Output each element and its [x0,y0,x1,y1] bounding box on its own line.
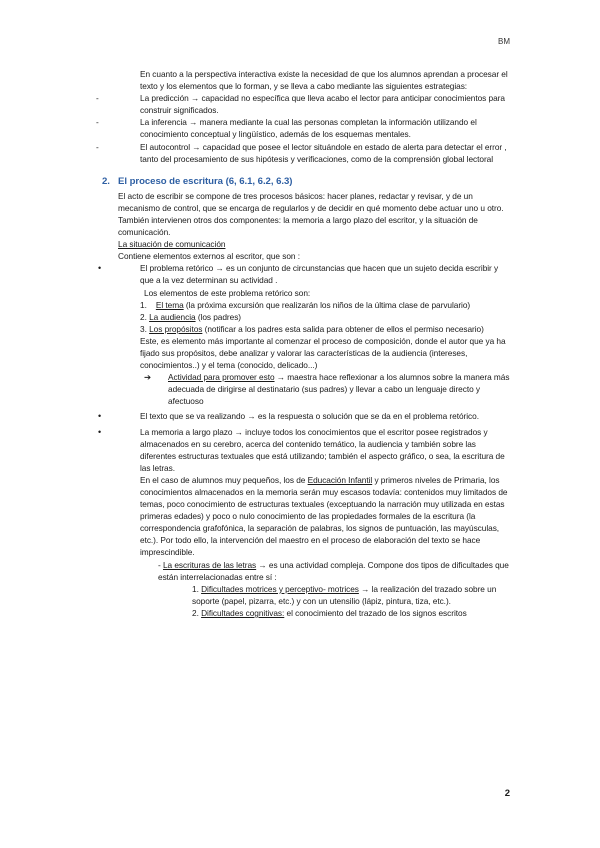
dash-marker: - [96,93,99,104]
paragraph: También intervienen otros dos componentes: la memoria a largo plazo del escritor, y la situación de comunicación. [118,214,478,238]
section-title: El proceso de escritura (6, 6.1, 6.2, 6.3) [118,175,293,187]
numbered-item: 1. El tema (la próxima excursión que realizarán los niños de la última clase de parvulario) [140,299,471,310]
section-heading [102,175,510,188]
header-initials: BM [498,37,510,46]
arrow-right-icon: ➔ [144,372,151,383]
page-number: 2 [504,788,510,799]
numbered-item: 1. Dificultades motrices y perceptivo- motrices → la realización del trazado sobre un soporte (papel, pizarra, etc.) y con un utensilio (lápiz, pintura, tiza, etc.). [192,583,497,606]
bullet-icon: • [98,411,102,422]
list-item: - La inferencia → manera mediante la cual las personas completan la información utilizando el conocimiento conceptual y lingüístico, además de los esquemas mentales. [96,117,477,140]
paragraph: El acto de escribir se compone de tres procesos básicos: hacer planes, redactar y revisar, y de un mecanismo de control, que se encarga de regularlos y de decidir en qué momento debe actuar uno u otro. [118,190,504,213]
section-number: 2. [102,175,110,187]
list-item: - El autocontrol → capacidad que posee el lector situándole en estado de alerta para detectar el error , tanto del procesamiento de sus hipótesis y verificaciones, como de la comprensión global lectoral [96,141,507,164]
dash-marker: - [96,117,99,128]
paragraph: En el caso de alumnos muy pequeños, los de Educación Infantil y primeros niveles de Primaria, los conocimientos almacenados en la memoria serán muy escasos todavía: contenidos muy limitados de temas, poco conocimiento de estructuras textuales (exceptuando la narración muy utilizada en estas primeras edades) y poco o nulo conocimiento de las propiedades formales de la escritura (la correspondencia grafofónica, la separación de palabras, los signos de puntuación, las mayúsculas, etc.). Por todo ello, la intervención del maestro en el proceso de elaboración del texto se hace imprescindible. [140,474,508,558]
bullet-icon: • [98,426,102,437]
bullet-icon: • [98,263,102,274]
paragraph: Este, es elemento más importante al comenzar el proceso de composición, donde el autor que ya ha fijado sus propósitos, debe analizar y valorar las características de la audiencia (intereses, conocimientos..) y el tema (conocido, delicado...) [140,335,506,371]
subheading: La situación de comunicación [118,239,226,250]
paragraph: Contiene elementos externos al escritor, que son : [118,251,300,262]
bullet-item: • La memoria a largo plazo → incluye todos los conocimientos que el escritor posee registrados y almacenados en su cerebro, acerca del contenido temático, la audiencia y también sobre las diferentes estructuras textuales que está utilizando; también el aspecto gráfico, o sea, la escritura de las letras. En el caso de alumnos muy pequeños, los de Educación Infantil y primeros niveles de Primaria, los conocimientos almacenados en la memoria serán muy escasos todavía: contenidos muy limitados de temas, poco conocimiento de estructuras textuales (exceptuando la narración muy utilizada en estas primeras edades) y poco o nulo conocimiento de las propiedades formales de la escritura (la correspondencia grafofónica, la separación de palabras, los signos de puntuación, las mayúsculas, etc.). Por todo ello, la intervención del maestro en el proceso de elaboración del texto se hace imprescindible. - La escrituras de las letras → es una actividad compleja. Compone dos tipos de dificultades que están interrelacionadas entre sí : 1. Dificultades motrices y perceptivo- motrices → la realización del trazado sobre un soporte (papel, pizarra, etc.) y con un utensilio (lápiz, pintura, tiza, etc.). 2. Dificultades cognitivas: el conocimiento del trazado de los signos escritos [98,426,509,618]
numbered-item: 3. Los propósitos (notificar a los padres esta salida para obtener de ellos el permiso necesario) [140,323,484,334]
bullet-item: • El problema retórico → es un conjunto de circunstancias que hacen que un sujeto decida escribir y que a la vez determinan su actividad . Los elementos de este problema retórico son: 1. El tema (la próxima excursión que realizarán los niños de la última clase de parvulario) 2. La audiencia (los padres) 3. Los propósitos (notificar a los padres esta salida para obtener de ellos el permiso necesario) Este, es elemento más importante al comenzar el proceso de composición, donde el autor que ya ha fijado sus propósitos, debe analizar y valorar las características de la audiencia (intereses, conocimientos..) y el tema (conocido, delicado...) ➔ Actividad para promover esto → maestra hace reflexionar a los alumnos sobre la manera más adecuada de dirigirse al destinatario (sus padres) y llevar a cabo un lenguaje directo y afectuoso [98,263,510,407]
list-item: - La predicción → capacidad no específica que lleva acabo el lector para anticipar conocimientos para construir significados. [96,93,505,116]
arrow-item: ➔ Actividad para promover esto → maestra hace reflexionar a los alumnos sobre la manera más adecuada de dirigirse al destinatario (sus padres) y llevar a cabo un lenguaje directo y afectuoso [144,372,510,407]
sub-intro: Los elementos de este problema retórico son: [144,287,311,298]
bullet-item: • El texto que se va realizando → es la respuesta o solución que se da en el problema retórico. [98,411,479,422]
dash-marker: - [96,141,99,152]
intro-paragraph: En cuanto a la perspectiva interactiva existe la necesidad de que los alumnos aprendan a procesar el texto y los elementos que lo forman, y se lleva a cabo mediante las siguientes estrategias: [140,69,508,92]
numbered-item: 2. Dificultades cognitivas: el conocimiento del trazado de los signos escritos [192,607,467,618]
page-content [96,68,510,619]
sub-item: - La escrituras de las letras → es una actividad compleja. Compone dos tipos de dificultades que están interrelacionadas entre sí : [158,559,509,582]
numbered-item: 2. La audiencia (los padres) [140,311,242,322]
